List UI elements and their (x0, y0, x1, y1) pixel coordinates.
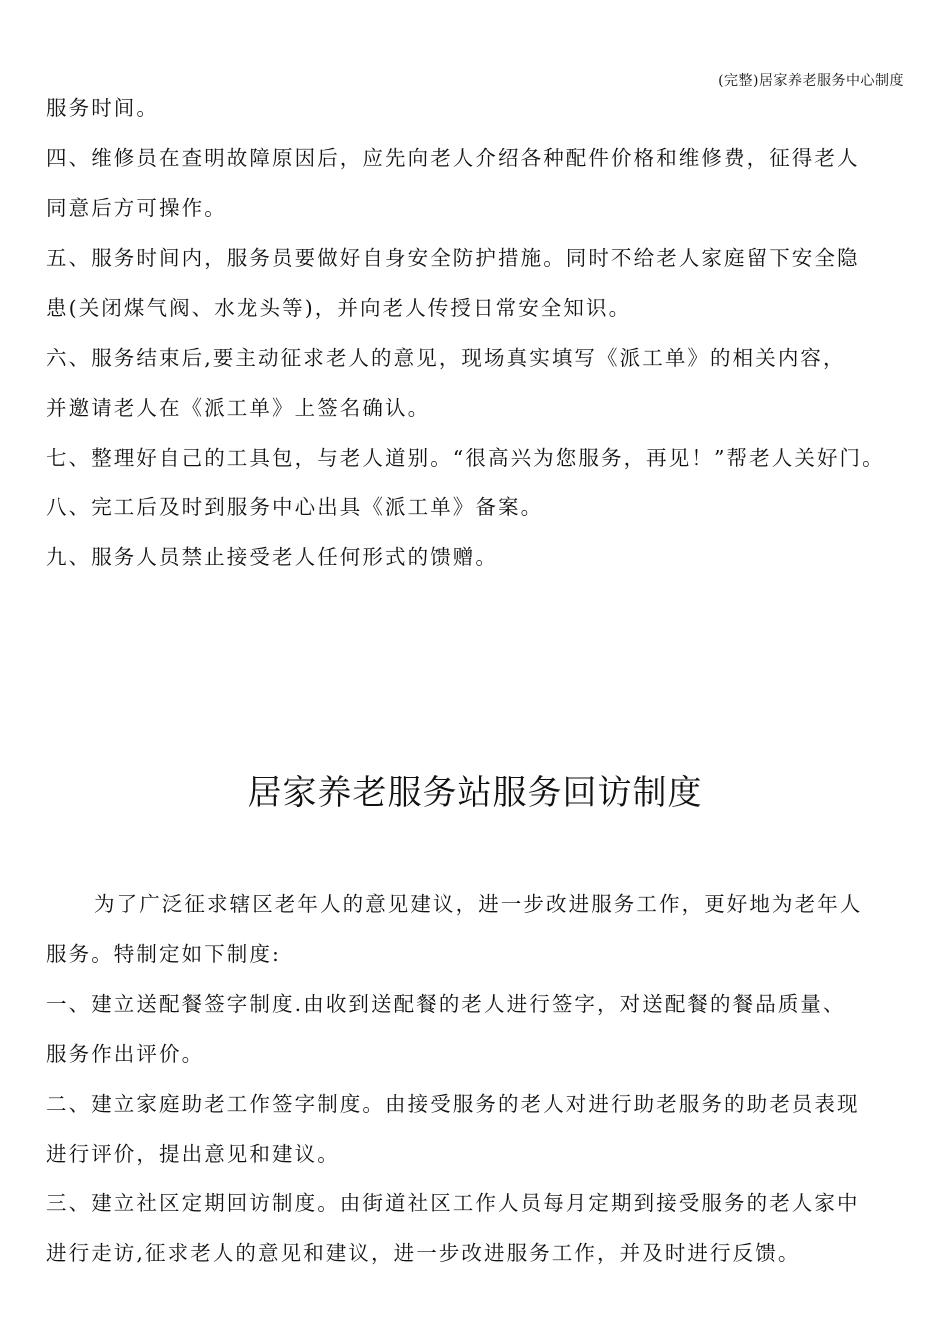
section-title: 居家养老服务站服务回访制度 (247, 773, 703, 813)
paragraph-line: 并邀请老人在《派工单》上签名确认。 (46, 396, 431, 420)
paragraph-line: 服务作出评价。 (46, 1042, 205, 1066)
paragraph-line: 患(关闭煤气阀、水龙头等)，并向老人传授日常安全知识。 (46, 296, 632, 320)
paragraph-line: 为了广泛征求辖区老年人的意见建议，进一步改进服务工作，更好地为老年人 (94, 892, 863, 916)
paragraph-line: 七、整理好自己的工具包，与老人道别。“很高兴为您服务，再见！”帮老人关好门。 (46, 446, 885, 470)
paragraph-line: 同意后方可操作。 (46, 196, 227, 220)
paragraph-line: 服务时间。 (46, 96, 159, 120)
paragraph-line: 六、服务结束后,要主动征求老人的意见，现场真实填写《派工单》的相关内容， (46, 346, 846, 370)
paragraph-line: 服务。特制定如下制度: (46, 942, 282, 966)
paragraph-line: 进行走访,征求老人的意见和建议，进一步改进服务工作，并及时进行反馈。 (46, 1241, 801, 1265)
paragraph-line: 进行评价，提出意见和建议。 (46, 1142, 340, 1166)
paragraph-line: 八、完工后及时到服务中心出具《派工单》备案。 (46, 495, 544, 519)
paragraph-line: 五、服务时间内，服务员要做好自身安全防护措施。同时不给老人家庭留下安全隐 (46, 246, 860, 270)
paragraph-line: 四、维修员在查明故障原因后，应先向老人介绍各种配件价格和维修费，征得老人 (46, 146, 860, 170)
running-header: (完整)居家养老服务中心制度 (718, 73, 904, 89)
paragraph-line: 一、建立送配餐签字制度.由收到送配餐的老人进行签字，对送配餐的餐品质量、 (46, 992, 846, 1016)
paragraph-line: 三、建立社区定期回访制度。由街道社区工作人员每月定期到接受服务的老人家中 (46, 1191, 860, 1215)
paragraph-line: 二、建立家庭助老工作签字制度。由接受服务的老人对进行助老服务的助老员表现 (46, 1092, 860, 1116)
paragraph-line: 九、服务人员禁止接受老人任何形式的馈赠。 (46, 545, 498, 569)
